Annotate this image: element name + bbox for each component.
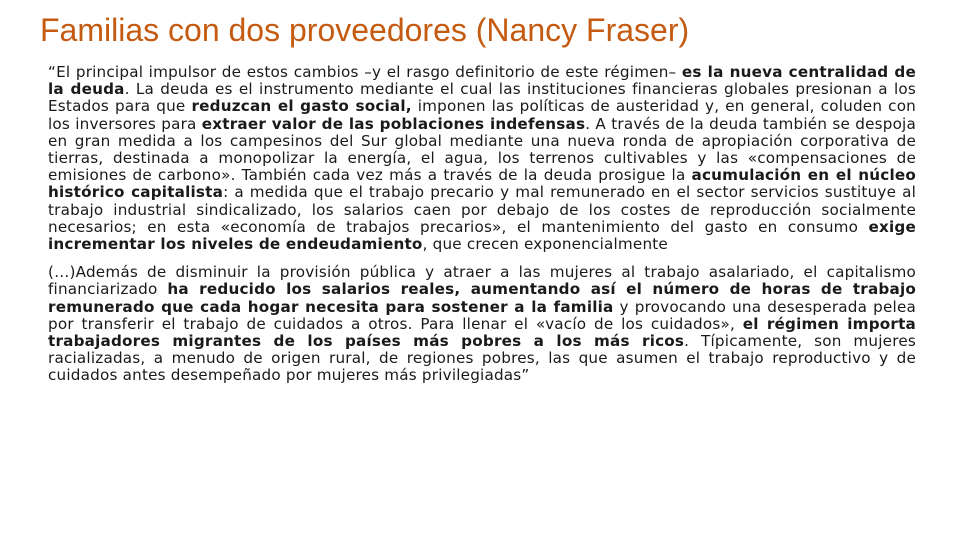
quote-text: imponen las políticas de austeridad y, en general, coluden con los inversores para — [48, 97, 917, 133]
quote-text: , que crecen exponencialmente — [422, 235, 668, 254]
quote-text: y provocando una desesperada pelea por transferir el trabajo de cuidados a otros. Para llenar el «vacío de los cuidados», — [48, 297, 916, 333]
slide-title: Familias con dos proveedores (Nancy Fraser) — [40, 12, 690, 48]
emphasis-text: es la nueva centralidad de la deuda — [48, 63, 916, 99]
quote-text: : a medida que el trabajo precario y mal remunerado en el sector servicios sustituye al trabajo industrial sindicalizado, los salarios caen por debajo de los costes de reproducción socialmente necesarios; en esta «economía de trabajos precarios», el mantenimiento del gasto en consumo — [48, 183, 917, 236]
quote-body — [48, 64, 916, 385]
emphasis-text: reduzcan el gasto social, — [191, 97, 412, 116]
quote-text: . A través de la deuda también se despoja en gran medida a los campesinos del Sur global mediante una nueva ronda de apropiación corporativa de tierras, destinada a monopolizar la energía, el agua, los terrenos cultivables y las «compensaciones de emisiones de carbono». También cada vez más a través de la deuda prosigue la — [48, 114, 916, 185]
quote-text: . La deuda es el instrumento mediante el cual las instituciones financieras globales presionan a los Estados para que — [48, 80, 916, 116]
emphasis-text: exige incrementar los niveles de endeudamiento — [48, 217, 916, 254]
quote-paragraph-1 — [48, 64, 916, 253]
quote-text: . Típicamente, son mujeres racializadas, a menudo de origen rural, de regiones pobres, las que asumen el trabajo reproductivo y de cuidados antes desempeñado por mujeres más privilegiadas” — [48, 332, 916, 385]
quote-text: (…)Además de disminuir la provisión pública y atraer a las mujeres al trabajo asalariado, el capitalismo financiarizado — [48, 263, 916, 299]
quote-text: “El principal impulsor de estos cambios –y el rasgo definitorio de este régimen– — [48, 63, 682, 81]
emphasis-text: extraer valor de las poblaciones indefensas — [201, 114, 586, 133]
emphasis-text: ha reducido los salarios reales, aumentando así el número de horas de trabajo remunerado que cada hogar necesita para sostener a la familia — [48, 280, 916, 316]
quote-paragraph-2 — [48, 264, 916, 384]
emphasis-text: el régimen importa trabajadores migrantes de los países más pobres a los más ricos — [48, 314, 917, 351]
emphasis-text: acumulación en el núcleo histórico capitalista — [48, 166, 916, 202]
